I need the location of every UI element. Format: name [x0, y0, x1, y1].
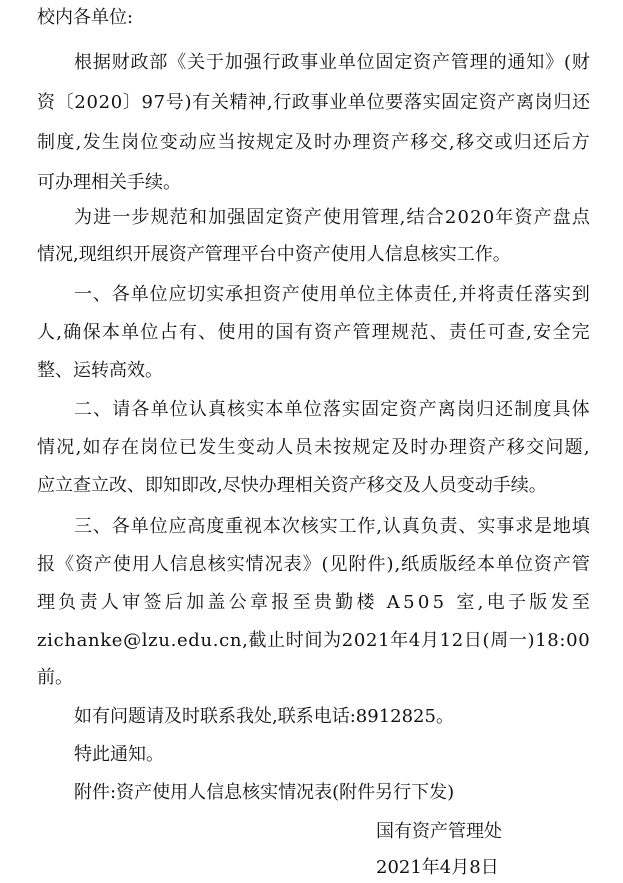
paragraph-line: 为 进 一 步 规 范 和 加 强 固 定 资 产 使 用 管 理 , 结 合 2 0 2 0 年 资 产 盘 点	[74, 207, 590, 228]
item-two-line: 情 况 , 如 存 在 岗 位 已 发 生 变 动 人 员 未 按 规 定 及 时 办 理 资 产 移 交 问 题 ,	[37, 437, 590, 458]
issue-date: 2021年4月8日	[376, 857, 499, 878]
attachment-line: 附件:资产使用人信息核实情况表(附件另行下发)	[74, 782, 455, 803]
paragraph-line: 资 〔 2 0 2 0 〕 9 7 号 ) 有 关 精 神 , 行 政 事 业 单 位 要 落 实 固 定 资 产 离 岗 归 还	[37, 92, 590, 113]
item-three-line: 前。	[37, 667, 73, 688]
item-two-line: 应立查立改、即知即改,尽快办理相关资产移交及人员变动手续。	[37, 475, 547, 496]
closing-line: 特此通知。	[74, 744, 164, 765]
item-two-line: 二 、 请 各 单 位 认 真 核 实 本 单 位 落 实 固 定 资 产 离 岗 归 还 制 度 具 体	[74, 399, 590, 420]
item-three-line: 报 《 资 产 使 用 人 信 息 核 实 情 况 表 》 ( 见 附 件 ) , 纸 质 版 经 本 单 位 资 产 管	[37, 554, 590, 575]
item-three-line: 三 、 各 单 位 应 高 度 重 视 本 次 核 实 工 作 , 认 真 负 责 、 实 事 求 是 地 填	[74, 516, 590, 537]
paragraph-line: 制 度 , 发 生 岗 位 变 动 应 当 按 规 定 及 时 办 理 资 产 移 交 , 移 交 或 归 还 后 方	[37, 132, 590, 153]
salutation: 校内各单位:	[37, 7, 134, 28]
item-three-line: 理 负 责 人 审 签 后 加 盖 公 章 报 至 贵 勤 楼 A 5 0 5 室 , 电 子 版 发 至	[37, 592, 590, 613]
paragraph-line: 可办理相关手续。	[37, 172, 181, 193]
paragraph-line: 根 据 财 政 部 《 关 于 加 强 行 政 事 业 单 位 固 定 资 产 管 理 的 通 知 》 ( 财	[74, 52, 590, 73]
paragraph-line: 情况,现组织开展资产管理平台中资产使用人信息核实工作。	[37, 244, 511, 265]
item-one-line: 一 、 各 单 位 应 切 实 承 担 资 产 使 用 单 位 主 体 责 任 , 并 将 责 任 落 实 到	[74, 284, 590, 305]
item-one-line: 人 , 确 保 本 单 位 占 有 、 使 用 的 国 有 资 产 管 理 规 范 、 责 任 可 查 , 安 全 完	[37, 322, 590, 343]
item-one-line: 整、运转高效。	[37, 360, 163, 381]
item-three-line: z i c h a n k e @ l z u . e d u . c n , 截 止 时 间 为 2 0 2 1 年 4 月 1 2 日 ( 周 一 ) 1 8 : 0 0	[37, 630, 590, 651]
issuer-signature: 国有资产管理处	[376, 821, 502, 842]
contact-line: 如有问题请及时联系我处,联系电话:8912825。	[74, 706, 454, 727]
